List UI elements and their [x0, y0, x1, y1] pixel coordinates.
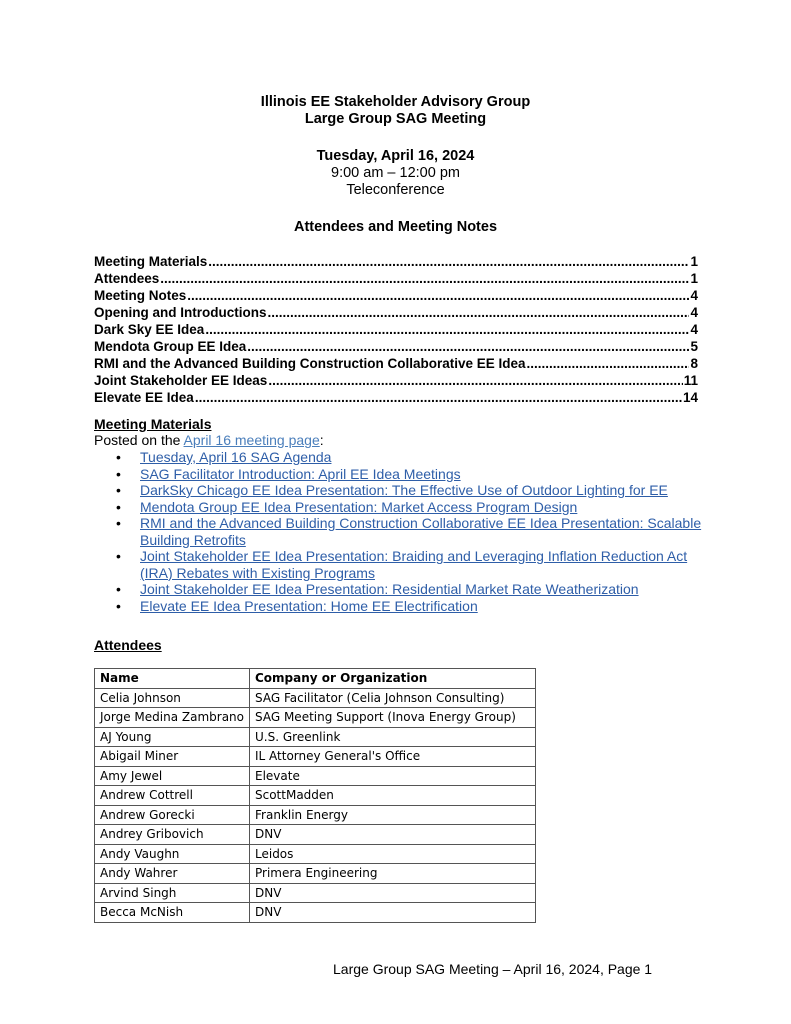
attendee-organization: DNV [250, 903, 536, 923]
list-item [116, 548, 716, 581]
toc-entry[interactable] [94, 304, 698, 321]
material-link[interactable]: DarkSky Chicago EE Idea Presentation: The Effective Use of Outdoor Lighting for EE [140, 482, 668, 498]
toc-page: 11 [683, 373, 698, 388]
table-row [95, 844, 536, 864]
attendee-organization: SAG Meeting Support (Inova Energy Group) [250, 708, 536, 728]
attendee-organization: Leidos [250, 844, 536, 864]
toc-label: Mendota Group EE Idea [94, 339, 247, 354]
toc-entry[interactable] [94, 372, 698, 389]
toc-page: 8 [690, 356, 698, 371]
toc-label: Elevate EE Idea [94, 390, 194, 405]
list-item [116, 515, 716, 548]
toc-label: Attendees [94, 271, 160, 286]
table-row [95, 883, 536, 903]
attendee-name: Andy Vaughn [95, 844, 250, 864]
table-row [95, 864, 536, 884]
attendees-heading: Attendees [94, 637, 162, 653]
table-row [95, 727, 536, 747]
toc-leader [195, 389, 682, 406]
attendee-organization: Elevate [250, 766, 536, 786]
posted-prefix: Posted on the [94, 432, 184, 448]
column-header-organization: Company or Organization [250, 669, 536, 689]
attendee-organization: Primera Engineering [250, 864, 536, 884]
toc-label: Opening and Introductions [94, 305, 267, 320]
toc-page: 4 [690, 288, 698, 303]
attendee-organization: DNV [250, 825, 536, 845]
toc-entry[interactable] [94, 321, 698, 338]
table-row [95, 903, 536, 923]
list-item [116, 482, 716, 499]
document-subtitle: Attendees and Meeting Notes [293, 219, 498, 235]
toc-leader [268, 304, 690, 321]
attendee-name: Abigail Miner [95, 747, 250, 767]
attendee-name: Amy Jewel [95, 766, 250, 786]
list-item [116, 581, 716, 598]
material-link[interactable]: Tuesday, April 16 SAG Agenda [140, 449, 332, 465]
toc-label: Joint Stakeholder EE Ideas [94, 373, 268, 388]
material-link[interactable]: Joint Stakeholder EE Idea Presentation: Residential Market Rate Weatherization [140, 581, 639, 597]
toc-leader [160, 270, 689, 287]
table-of-contents [94, 253, 698, 406]
toc-leader [527, 355, 690, 372]
materials-list [116, 449, 716, 614]
toc-label: Meeting Materials [94, 254, 208, 269]
toc-page: 1 [690, 271, 698, 286]
attendee-name: Andrew Cottrell [95, 786, 250, 806]
meeting-time: 9:00 am – 12:00 pm [331, 165, 460, 181]
toc-page: 1 [690, 254, 698, 269]
toc-page: 4 [690, 305, 698, 320]
meeting-mode: Teleconference [346, 182, 445, 198]
list-item [116, 449, 716, 466]
attendee-name: Becca McNish [95, 903, 250, 923]
attendee-name: Arvind Singh [95, 883, 250, 903]
attendee-organization: ScottMadden [250, 786, 536, 806]
meeting-title: Large Group SAG Meeting [304, 111, 487, 127]
page-footer: Large Group SAG Meeting – April 16, 2024, Page 1 [333, 961, 653, 977]
table-row [95, 747, 536, 767]
list-item [116, 499, 716, 516]
table-row [95, 825, 536, 845]
material-link[interactable]: Joint Stakeholder EE Idea Presentation: Braiding and Leveraging Inflation Reduction Act (IRA) Rebates with Existing Programs [140, 548, 688, 581]
toc-entry[interactable] [94, 270, 698, 287]
material-link[interactable]: Elevate EE Idea Presentation: Home EE Electrification [140, 597, 478, 614]
attendee-organization: U.S. Greenlink [250, 727, 536, 747]
attendee-name: Jorge Medina Zambrano [95, 708, 250, 728]
table-row [95, 786, 536, 806]
table-row [95, 688, 536, 708]
attendee-organization: Franklin Energy [250, 805, 536, 825]
toc-entry[interactable] [94, 338, 698, 355]
material-link[interactable]: Mendota Group EE Idea Presentation: Market Access Program Design [140, 498, 578, 515]
attendee-organization: DNV [250, 883, 536, 903]
material-link[interactable]: SAG Facilitator Introduction: April EE Idea Meetings [140, 465, 461, 482]
toc-entry[interactable] [94, 253, 698, 270]
posted-on-line [94, 432, 324, 449]
toc-label: Dark Sky EE Idea [94, 322, 205, 337]
table-row [95, 708, 536, 728]
attendee-name: Celia Johnson [95, 688, 250, 708]
attendees-table [94, 668, 536, 923]
meeting-page-link[interactable]: April 16 meeting page [183, 432, 320, 448]
toc-leader [208, 253, 689, 270]
posted-suffix: : [319, 432, 324, 448]
toc-entry[interactable] [94, 355, 698, 372]
toc-label: Meeting Notes [94, 288, 187, 303]
column-header-name: Name [95, 669, 250, 689]
toc-entry[interactable] [94, 287, 698, 304]
toc-leader [268, 372, 682, 389]
material-link[interactable]: RMI and the Advanced Building Construction Collaborative EE Idea Presentation: Scalable Building Retrofits [140, 515, 702, 548]
toc-leader [247, 338, 689, 355]
toc-leader [205, 321, 689, 338]
attendee-name: Andy Wahrer [95, 864, 250, 884]
list-item [116, 466, 716, 483]
attendee-organization: IL Attorney General's Office [250, 747, 536, 767]
table-row [95, 805, 536, 825]
toc-entry[interactable] [94, 389, 698, 406]
table-row [95, 766, 536, 786]
attendee-organization: SAG Facilitator (Celia Johnson Consulting) [250, 688, 536, 708]
toc-page: 5 [690, 339, 698, 354]
table-header-row [95, 669, 536, 689]
attendee-name: Andrew Gorecki [95, 805, 250, 825]
toc-leader [187, 287, 689, 304]
toc-label: RMI and the Advanced Building Construction Collaborative EE Idea [94, 356, 526, 371]
document-title: Illinois EE Stakeholder Advisory Group [260, 94, 531, 110]
toc-page: 4 [690, 322, 698, 337]
list-item [116, 598, 716, 615]
attendee-name: AJ Young [95, 727, 250, 747]
meeting-date: Tuesday, April 16, 2024 [316, 148, 475, 164]
attendee-name: Andrey Gribovich [95, 825, 250, 845]
meeting-materials-heading: Meeting Materials [94, 416, 212, 432]
toc-page: 14 [682, 390, 698, 405]
